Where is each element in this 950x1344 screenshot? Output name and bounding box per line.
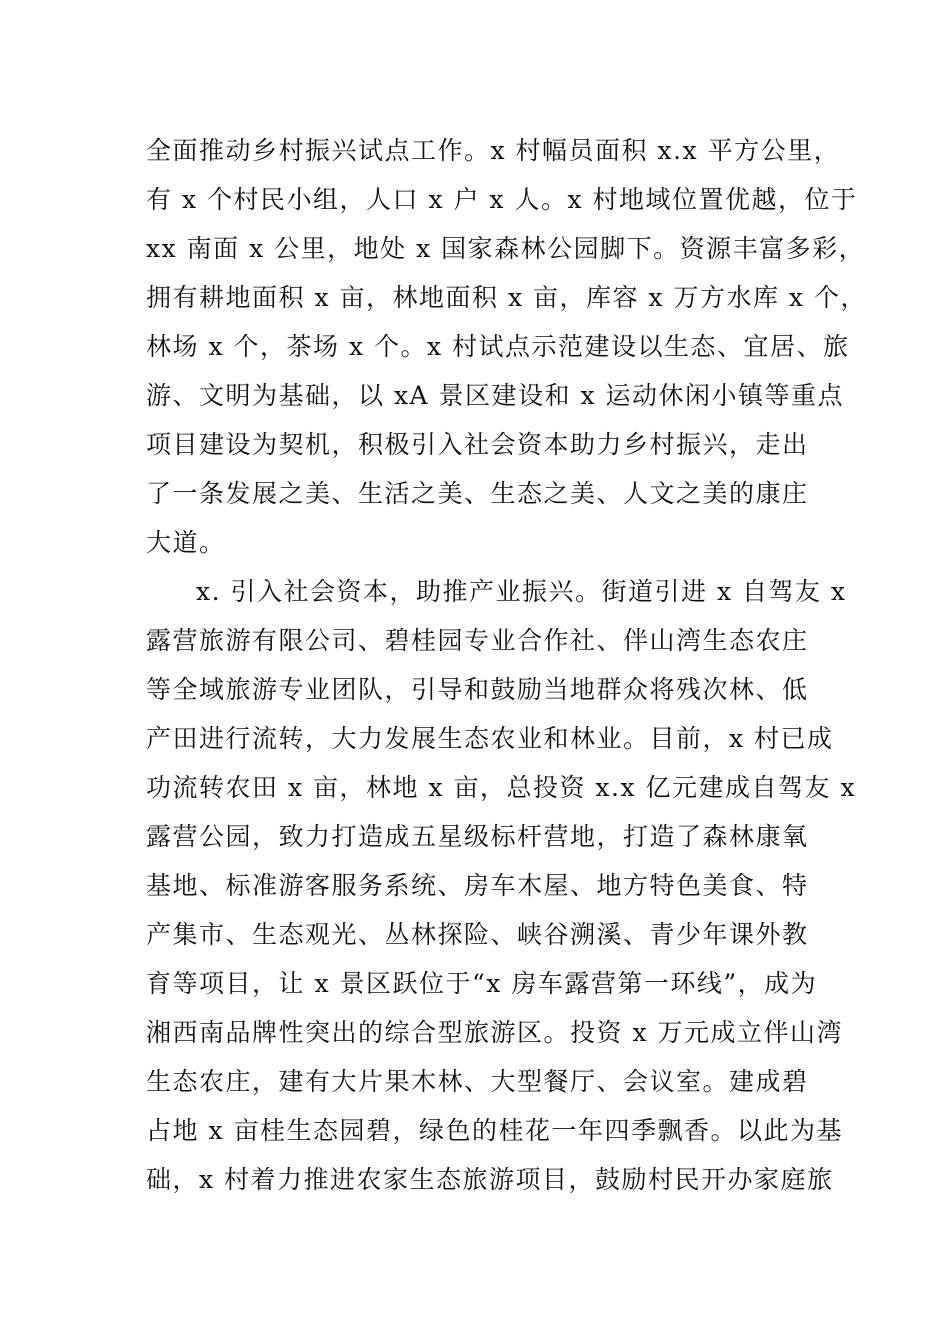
text-line: 湘西南品牌性突出的综合型旅游区。投资 x 万元成立伴山湾 (146, 1018, 843, 1047)
text-line: 基地、标准游客服务系统、房车木屋、地方特色美食、特 (146, 871, 809, 900)
text-line: 生态农庄，建有大片果木林、大型餐厅、会议室。建成碧 (146, 1067, 809, 1096)
text-line: 游、文明为基础，以 xA 景区建设和 x 运动休闲小镇等重点 (146, 381, 845, 410)
text-line: 有 x 个村民小组，人口 x 户 x 人。x 村地域位置优越，位于 (146, 185, 858, 214)
text-line: 占地 x 亩桂生态园碧，绿色的桂花一年四季飘香。以此为基 (146, 1116, 843, 1145)
section-heading-line: x. 引入社会资本，助推产业振兴。街道引进 x 自驾友 x (196, 577, 847, 606)
text-line: 全面推动乡村振兴试点工作。x 村幅员面积 x.x 平方公里， (146, 136, 841, 165)
text-line: 林场 x 个，茶场 x 个。x 村试点示范建设以生态、宜居、旅 (146, 332, 850, 361)
text-line: 露营旅游有限公司、碧桂园专业合作社、伴山湾生态农庄 (146, 626, 809, 655)
text-line: 大道。 (146, 528, 226, 557)
text-line: xx 南面 x 公里，地处 x 国家森林公园脚下。资源丰富多彩， (146, 234, 866, 263)
text-line: 础，x 村着力推进农家生态旅游项目，鼓励村民开办家庭旅 (146, 1165, 834, 1194)
text-line: 育等项目，让 x 景区跃位于“x 房车露营第一环线”，成为 (146, 969, 818, 998)
text-line: 项目建设为契机，积极引入社会资本助力乡村振兴，走出 (146, 430, 809, 459)
text-line: 了一条发展之美、生活之美、生态之美、人文之美的康庄 (146, 479, 809, 508)
text-line: 等全域旅游专业团队，引导和鼓励当地群众将残次林、低 (146, 675, 809, 704)
text-line: 拥有耕地面积 x 亩，林地面积 x 亩，库容 x 万方水库 x 个， (146, 283, 867, 312)
text-line: 露营公园，致力打造成五星级标杆营地，打造了森林康氧 (146, 822, 809, 851)
text-line: 功流转农田 x 亩，林地 x 亩，总投资 x.x 亿元建成自驾友 x (146, 773, 857, 802)
text-line: 产田进行流转，大力发展生态农业和林业。目前，x 村已成 (146, 724, 834, 753)
text-line: 产集市、生态观光、丛林探险、峡谷溯溪、青少年课外教 (146, 920, 809, 949)
document-body (146, 126, 867, 1204)
